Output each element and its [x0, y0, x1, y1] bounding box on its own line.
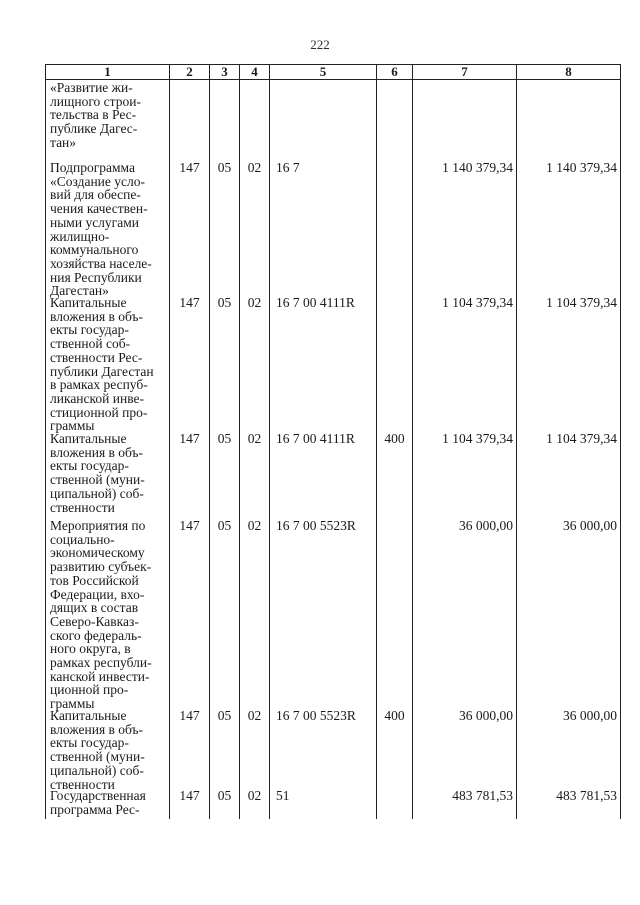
- row-name: Государственная программа Рес-: [50, 788, 146, 817]
- column-header-3: 3: [210, 65, 240, 80]
- row-name: Капитальные вложения в объ- екты государ- ственной (муни- ципальной) соб- ственности: [50, 708, 145, 792]
- column-header-7: 7: [413, 65, 517, 80]
- amount-cell-8: 36 000,00: [517, 709, 621, 777]
- column-header-4: 4: [240, 65, 270, 80]
- row-name: Мероприятия по социально- экономическому развитию субъек- тов Российской Федерации, вхо- дящих в состав Северо-Кавказ- ского федераль- ного округа, в рамках республи- канской инвести- ционной про- граммы: [50, 518, 152, 712]
- budget-table-wrap: [45, 64, 620, 819]
- subsection-cell: 02: [240, 709, 270, 777]
- admin-code-cell: 147: [170, 789, 210, 819]
- row-name: Подпрограмма «Создание усло- вий для обеспе- чения качествен- ными услугами жилищно- коммунального хозяйства населе- ния Республики Дагестан»: [50, 160, 152, 299]
- expense-type-cell: 400: [377, 709, 413, 777]
- section-cell: 05: [210, 709, 240, 777]
- expense-type-cell: [377, 789, 413, 819]
- amount-cell-7: 36 000,00: [413, 709, 517, 777]
- table-row: [46, 296, 621, 420]
- column-header-8: 8: [517, 65, 621, 80]
- amount-cell-7: 1 104 379,34: [413, 296, 517, 420]
- row-name-cell: [46, 295, 170, 434]
- amount-cell-8: 483 781,53: [517, 789, 621, 819]
- admin-code-cell: 147: [170, 296, 210, 420]
- row-name-cell: [46, 518, 170, 712]
- target-article-cell: [270, 80, 377, 150]
- admin-code-cell: [170, 80, 210, 150]
- table-row: [46, 519, 621, 697]
- target-article-cell: 16 7 00 5523R: [270, 709, 377, 777]
- table-row: [46, 80, 621, 150]
- subsection-cell: 02: [240, 789, 270, 819]
- admin-code-cell: 147: [170, 709, 210, 777]
- page-number: 222: [310, 37, 330, 52]
- amount-cell-7: 36 000,00: [413, 519, 517, 697]
- section-cell: 05: [210, 161, 240, 284]
- subsection-cell: 02: [240, 161, 270, 284]
- subsection-cell: 02: [240, 296, 270, 420]
- section-cell: 05: [210, 432, 240, 507]
- row-name: Капитальные вложения в объ- екты государ- ственной (муни- ципальной) соб- ственности: [50, 431, 145, 515]
- column-header-6: 6: [377, 65, 413, 80]
- section-cell: 05: [210, 296, 240, 420]
- budget-table: [45, 64, 621, 819]
- expense-type-cell: [377, 519, 413, 697]
- expense-type-cell: [377, 80, 413, 150]
- admin-code-cell: 147: [170, 161, 210, 284]
- section-cell: 05: [210, 519, 240, 697]
- target-article-cell: 16 7 00 4111R: [270, 432, 377, 507]
- row-name-cell: [46, 708, 170, 792]
- admin-code-cell: 147: [170, 519, 210, 697]
- expense-type-cell: [377, 161, 413, 284]
- table-row: [46, 432, 621, 507]
- target-article-cell: 51: [270, 789, 377, 819]
- amount-cell-7: [413, 80, 517, 150]
- subsection-cell: 02: [240, 519, 270, 697]
- column-header-2: 2: [170, 65, 210, 80]
- section-cell: 05: [210, 789, 240, 819]
- row-name-cell: [46, 431, 170, 515]
- section-cell: [210, 80, 240, 150]
- table-row: [46, 161, 621, 284]
- row-name: «Развитие жи- лищного строи- тельства в Рес- публике Дагес- тан»: [50, 80, 141, 150]
- row-name: Капитальные вложения в объ- екты государ- ственной соб- ственности Рес- публики Дагестан в рамках респуб- ликанской инве- стиционной про- граммы: [50, 295, 154, 434]
- column-header-1: 1: [46, 65, 170, 80]
- target-article-cell: 16 7: [270, 161, 377, 284]
- target-article-cell: 16 7 00 5523R: [270, 519, 377, 697]
- amount-cell-7: 1 104 379,34: [413, 432, 517, 507]
- column-header-5: 5: [270, 65, 377, 80]
- table-header-row: [46, 65, 621, 80]
- expense-type-cell: [377, 296, 413, 420]
- row-name-cell: [46, 160, 170, 299]
- amount-cell-8: 1 104 379,34: [517, 432, 621, 507]
- amount-cell-8: [517, 80, 621, 150]
- row-name-cell: [46, 80, 170, 150]
- amount-cell-7: 1 140 379,34: [413, 161, 517, 284]
- target-article-cell: 16 7 00 4111R: [270, 296, 377, 420]
- subsection-cell: 02: [240, 432, 270, 507]
- amount-cell-8: 1 104 379,34: [517, 296, 621, 420]
- table-row: [46, 709, 621, 777]
- row-name-cell: [46, 789, 170, 819]
- table-row: [46, 789, 621, 819]
- subsection-cell: [240, 80, 270, 150]
- admin-code-cell: 147: [170, 432, 210, 507]
- expense-type-cell: 400: [377, 432, 413, 507]
- amount-cell-8: 36 000,00: [517, 519, 621, 697]
- amount-cell-7: 483 781,53: [413, 789, 517, 819]
- amount-cell-8: 1 140 379,34: [517, 161, 621, 284]
